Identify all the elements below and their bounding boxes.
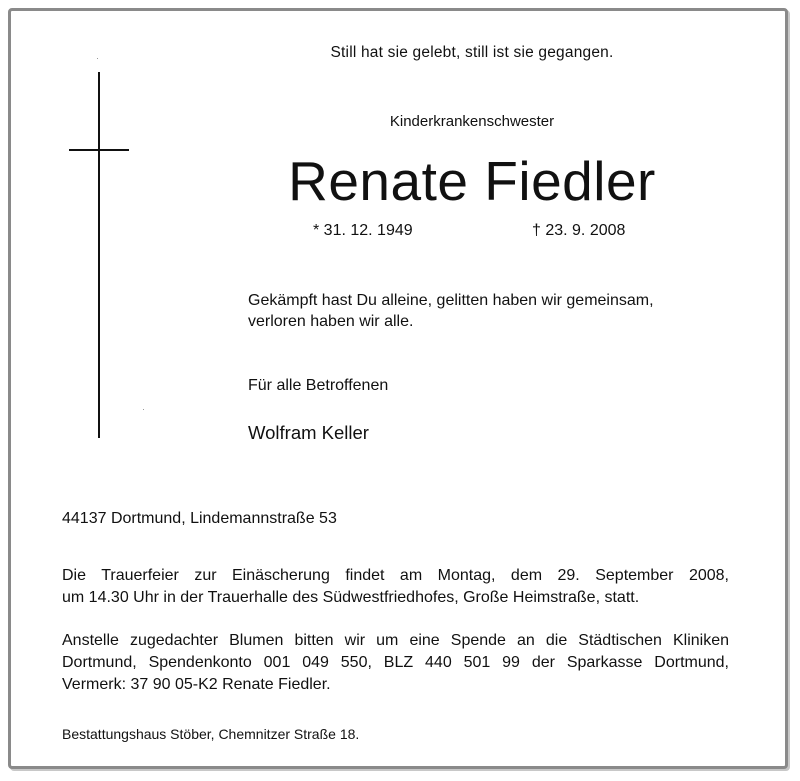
- donation-line: Anstelle zugedachter Blumen bitten wir um eine Spende an die Städtischen Kliniken: [62, 632, 729, 649]
- donation-paragraph: [62, 630, 729, 696]
- profession: Kinderkrankenschwester: [389, 113, 555, 130]
- donation-line: Dortmund, Spendenkonto 001 049 550, BLZ 440 501 99 der Sparkasse Dortmund,: [62, 654, 729, 671]
- death-date: † 23. 9. 2008: [532, 222, 626, 239]
- funeral-home: Bestattungshaus Stöber, Chemnitzer Straße 18.: [62, 726, 360, 742]
- verse: [248, 290, 654, 332]
- birth-date: * 31. 12. 1949: [313, 222, 413, 239]
- donation-line: Vermerk: 37 90 05-K2 Renate Fiedler.: [62, 676, 331, 693]
- service-paragraph: [62, 565, 729, 609]
- deceased-name: Renate Fiedler: [288, 150, 656, 212]
- mourner-name: Wolfram Keller: [248, 422, 369, 443]
- motto: Still hat sie gelebt, still ist sie gegangen.: [330, 44, 614, 61]
- verse-line: verloren haben wir alle.: [248, 313, 414, 330]
- verse-line: Gekämpft hast Du alleine, gelitten haben wir gemeinsam,: [248, 292, 654, 309]
- address: 44137 Dortmund, Lindemannstraße 53: [62, 510, 337, 527]
- service-line: um 14.30 Uhr in der Trauerhalle des Südwestfriedhofes, Große Heimstraße, statt.: [62, 589, 640, 606]
- service-line: Die Trauerfeier zur Einäscherung findet am Montag, dem 29. September 2008,: [62, 567, 729, 584]
- mourners-intro: Für alle Betroffenen: [248, 377, 389, 394]
- print-speck: [97, 58, 98, 59]
- print-speck: [143, 409, 144, 410]
